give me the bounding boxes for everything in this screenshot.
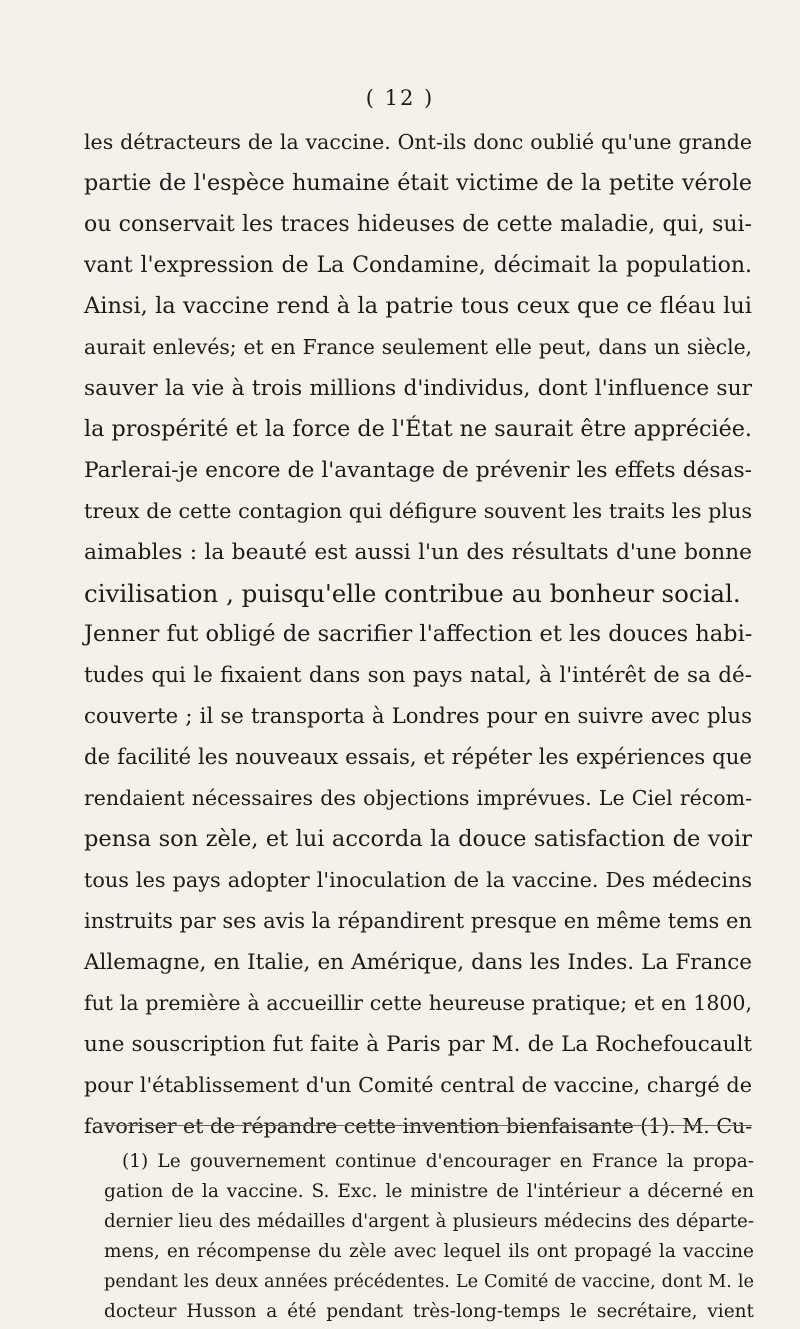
- footnote-divider: [104, 1125, 752, 1126]
- body-line: instruits par ses avis la répandirent presque en même tems en: [84, 909, 752, 933]
- footnote: [104, 1147, 754, 1327]
- body-line: pour l'établissement d'un Comité central de vaccine, chargé de: [84, 1073, 752, 1097]
- body-line: ou conservait les traces hideuses de cette maladie, qui, sui-: [84, 212, 752, 237]
- body-line: Ainsi, la vaccine rend à la patrie tous ceux que ce fléau lui: [84, 293, 752, 319]
- body-line: vant l'expression de La Condamine, décimait la population.: [84, 253, 752, 278]
- body-line: aurait enlevés; et en France seulement elle peut, dans un siècle,: [84, 335, 752, 359]
- body-line: civilisation , puisqu'elle contribue au bonheur social.: [84, 579, 741, 608]
- footnote-line: gation de la vaccine. S. Exc. le ministre de l'intérieur a décerné en: [104, 1181, 754, 1202]
- footnote-line: pendant les deux années précédentes. Le Comité de vaccine, dont M. le: [104, 1272, 754, 1292]
- body-line: fut la première à accueillir cette heureuse pratique; et en 1800,: [84, 991, 752, 1015]
- body-line: Parlerai-je encore de l'avantage de prévenir les effets désas-: [84, 458, 752, 483]
- body-line: aimables : la beauté est aussi l'un des résultats d'une bonne: [84, 540, 752, 565]
- body-line: tous les pays adopter l'inoculation de la vaccine. Des médecins: [84, 868, 752, 892]
- body-line: une souscription fut faite à Paris par M. de La Rochefoucault: [84, 1032, 752, 1057]
- footnote-line: mens, en récompense du zèle avec lequel ils ont propagé la vaccine: [104, 1241, 754, 1262]
- body-line: Allemagne, en Italie, en Amérique, dans les Indes. La France: [84, 950, 752, 975]
- body-line: treux de cette contagion qui défigure souvent les traits les plus: [84, 499, 752, 523]
- footnote-line: docteur Husson a été pendant très-long-temps le secrétaire, vient: [104, 1301, 754, 1322]
- body-line: de facilité les nouveaux essais, et répéter les expériences que: [84, 745, 752, 770]
- body-line: couverte ; il se transporta à Londres pour en suivre avec plus: [84, 704, 752, 729]
- footnote-line: dernier lieu des médailles d'argent à plusieurs médecins des départe-: [104, 1211, 754, 1232]
- body-line: favoriser et de répandre cette invention bienfaisante (1). M. Cu-: [84, 1114, 753, 1138]
- body-line: sauver la vie à trois millions d'individus, dont l'influence sur: [84, 376, 752, 401]
- body-line: Jenner fut obligé de sacrifier l'affection et les douces habi-: [84, 621, 753, 647]
- page-number: ( 12 ): [365, 86, 435, 110]
- body-line: la prospérité et la force de l'État ne saurait être appréciée.: [84, 416, 752, 442]
- body-line: tudes qui le fixaient dans son pays natal, à l'intérêt de sa dé-: [84, 663, 752, 688]
- footnote-line: (1) Le gouvernement continue d'encourager en France la propa-: [122, 1151, 754, 1172]
- body-line: partie de l'espèce humaine était victime de la petite vérole: [84, 170, 752, 196]
- body-line: rendaient nécessaires des objections imprévues. Le Ciel récom-: [84, 786, 752, 810]
- body-text: [84, 122, 752, 1147]
- body-line: les détracteurs de la vaccine. Ont-ils donc oublié qu'une grande: [84, 130, 752, 154]
- body-line: pensa son zèle, et lui accorda la douce satisfaction de voir: [84, 826, 752, 852]
